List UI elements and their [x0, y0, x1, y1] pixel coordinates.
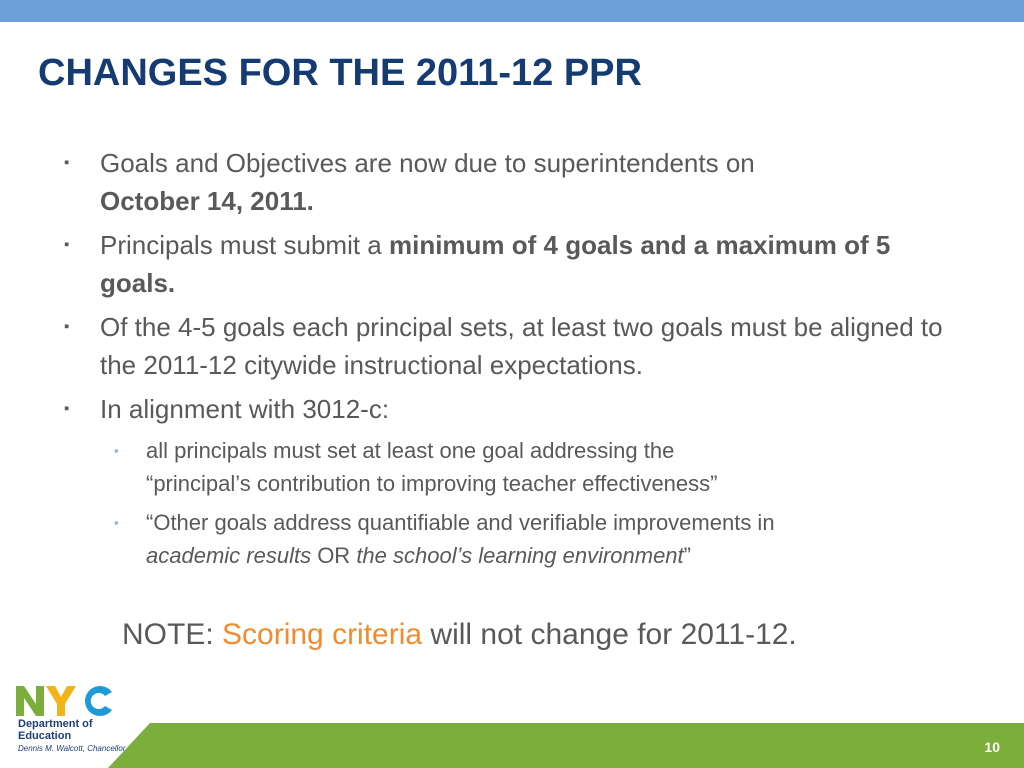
sub-bullet-text: “Other goals address quantifiable and verifiable improvements in: [146, 510, 775, 535]
nyc-doe-logo: [14, 684, 144, 754]
footer-band: [0, 723, 1024, 768]
bullet-text: In alignment with 3012-c:: [100, 394, 390, 424]
bullet-text: Principals must submit a: [100, 230, 389, 260]
bullet-item: [62, 226, 962, 302]
bullet-item: [62, 390, 962, 428]
note-prefix: NOTE:: [122, 618, 223, 651]
sub-bullet-text: all principals must set at least one goal addressing the: [146, 438, 675, 463]
square-bullet-icon: ▪: [64, 400, 70, 417]
square-bullet-icon: ▪: [64, 236, 70, 253]
logo-dept-text: Department of Education: [18, 718, 93, 742]
bullet-bold-text: minimum of 4 goals and a maximum of 5 goals.: [100, 230, 891, 298]
bullet-list: [62, 144, 962, 578]
sub-bullet-text: “principal’s contribution to improving teacher effectiveness”: [146, 471, 718, 496]
sub-bullet-italic-text: academic results: [146, 543, 312, 568]
nyc-logo-icon: [14, 684, 118, 718]
square-bullet-icon: ▪: [64, 154, 70, 171]
square-bullet-icon: ▪: [114, 443, 119, 458]
top-accent-bar: [0, 0, 1024, 22]
sub-bullet-item: [62, 506, 962, 572]
bullet-text: Goals and Objectives are now due to superintendents on: [100, 148, 755, 178]
footer-green-shape: [0, 723, 1024, 768]
sub-bullet-item: [62, 434, 962, 500]
square-bullet-icon: ▪: [64, 318, 70, 335]
square-bullet-icon: ▪: [114, 515, 119, 530]
note-text: [122, 618, 797, 652]
bullet-text: Of the 4-5 goals each principal sets, at least two goals must be aligned to the 2011-12 citywide instructional expectations.: [100, 312, 943, 380]
bullet-item: [62, 144, 962, 220]
note-accent: Scoring criteria: [222, 618, 423, 651]
logo-chancellor-text: Dennis M. Walcott, Chancellor: [18, 744, 126, 753]
sub-bullet-italic-text: the school’s learning environment: [356, 543, 684, 568]
note-suffix: will not change for 2011-12.: [422, 618, 797, 651]
bullet-item: [62, 308, 962, 384]
slide-title: CHANGES FOR THE 2011-12 PPR: [38, 52, 642, 94]
sub-bullet-text: ”: [683, 543, 691, 568]
sub-bullet-text: OR: [311, 543, 357, 568]
page-number: 10: [984, 739, 1000, 755]
bullet-bold-text: October 14, 2011.: [100, 186, 314, 216]
